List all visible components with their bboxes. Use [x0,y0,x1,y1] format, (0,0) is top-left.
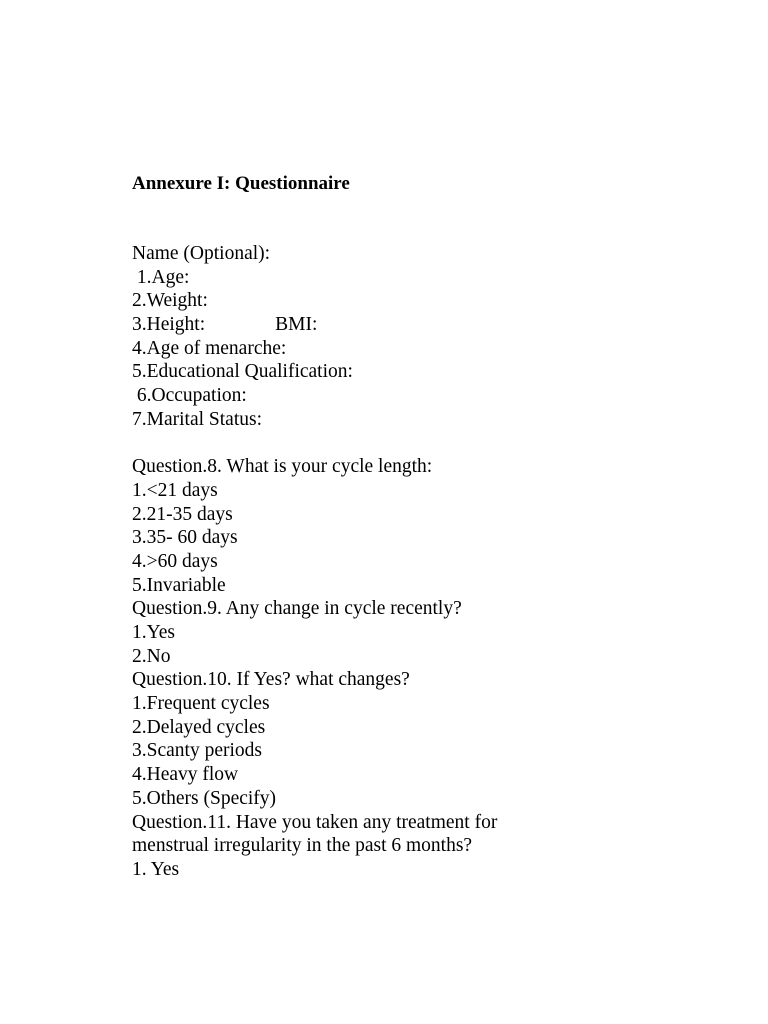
q10-option: 4.Heavy flow [132,764,239,786]
questionnaire-body [132,242,732,882]
menarche-field-label: 4.Age of menarche: [132,337,287,359]
height-bmi-line [132,313,732,337]
name-field-label: Name (Optional): [132,243,271,264]
question-10: Question.10. If Yes? what changes? [132,669,410,691]
q11-option: 1. Yes [132,858,180,880]
q10-option: 2.Delayed cycles [132,716,266,738]
bmi-field-label: BMI: [275,314,318,336]
q10-option: 5.Others (Specify) [132,787,277,809]
question-11-line-2: menstrual irregularity in the past 6 months? [132,835,473,857]
height-field-label: 3.Height: [132,314,206,336]
occupation-field-label: 6.Occupation: [132,385,247,407]
q8-option: 1.<21 days [132,479,218,501]
q8-option: 4.>60 days [132,550,218,572]
spacer [132,432,732,456]
q8-option: 3.35- 60 days [132,527,238,549]
age-field-label: 1.Age: [132,266,190,288]
weight-field-label: 2.Weight: [132,290,208,312]
question-9: Question.9. Any change in cycle recently? [132,598,462,620]
q10-option: 3.Scanty periods [132,740,262,762]
education-field-label: 5.Educational Qualification: [132,361,353,383]
q9-option: 1.Yes [132,622,175,643]
document-title: Annexure I: Questionnaire [132,173,350,194]
question-11-line-1: Question.11. Have you taken any treatment for [132,811,498,833]
q8-option: 5.Invariable [132,574,226,596]
q8-option: 2.21-35 days [132,503,233,525]
marital-field-label: 7.Marital Status: [132,408,262,430]
question-8: Question.8. What is your cycle length: [132,456,433,478]
q9-option: 2.No [132,645,171,667]
q10-option: 1.Frequent cycles [132,693,270,715]
